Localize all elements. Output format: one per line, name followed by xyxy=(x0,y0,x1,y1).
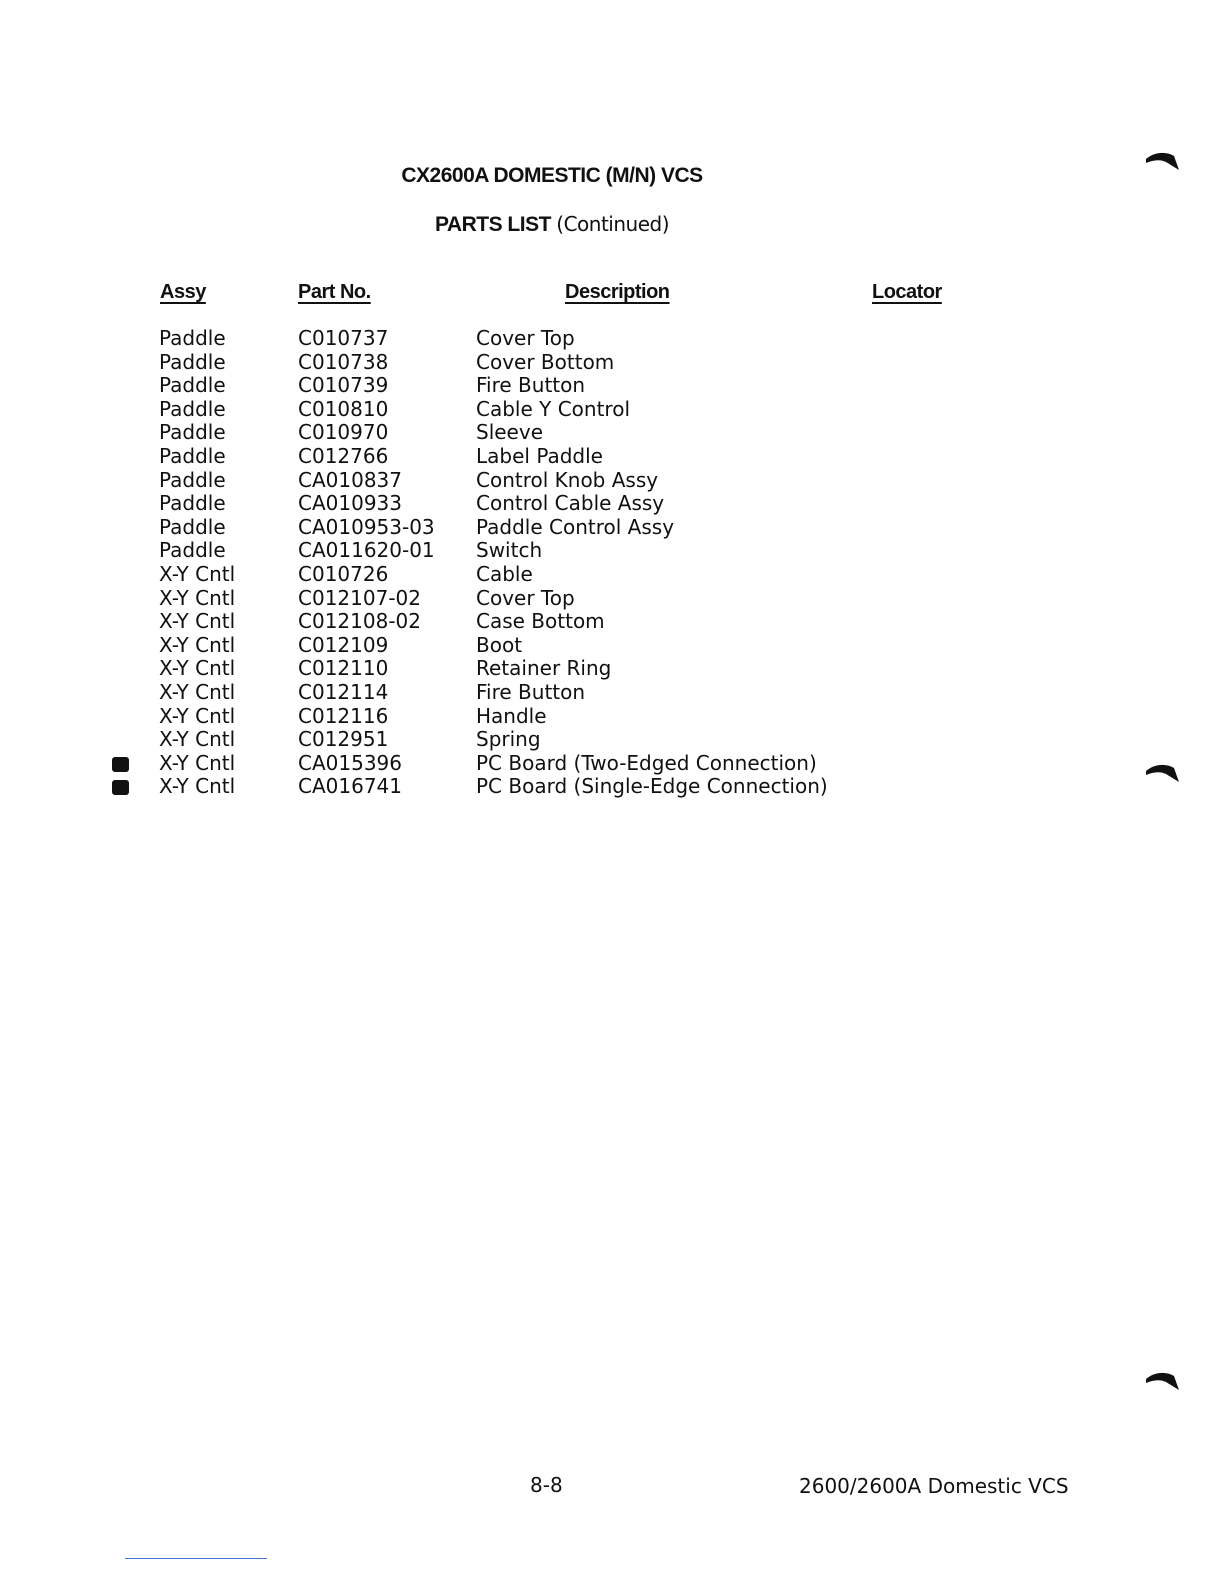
assy-cell: Paddle xyxy=(159,514,226,539)
table-row xyxy=(0,752,1000,776)
description-cell: Cover Top xyxy=(476,585,575,610)
table-row xyxy=(0,610,1000,634)
table-row xyxy=(0,539,1000,563)
description-cell: Spring xyxy=(476,727,541,752)
subtitle-note: (Continued) xyxy=(556,212,670,236)
document-title: 2600/2600A Domestic VCS xyxy=(799,1474,1069,1498)
table-row xyxy=(0,634,1000,658)
assy-cell: Paddle xyxy=(159,443,226,468)
description-cell: PC Board (Single-Edge Connection) xyxy=(476,774,828,799)
part-number-cell: CA016741 xyxy=(298,774,402,799)
table-row xyxy=(0,492,1000,516)
assy-cell: X-Y Cntl xyxy=(159,750,236,775)
description-cell: Fire Button xyxy=(476,679,586,704)
page-number: 8-8 xyxy=(530,1473,563,1497)
assy-cell: X-Y Cntl xyxy=(159,679,236,704)
column-header-locator: Locator xyxy=(872,281,942,303)
table-row xyxy=(0,775,1000,799)
description-cell: Retainer Ring xyxy=(476,656,612,681)
assy-cell: Paddle xyxy=(159,396,226,421)
table-row xyxy=(0,351,1000,375)
description-cell: PC Board (Two-Edged Connection) xyxy=(476,750,817,775)
description-cell: Handle xyxy=(476,703,547,728)
column-header-part-no: Part No. xyxy=(298,281,371,303)
description-cell: Label Paddle xyxy=(476,443,603,468)
part-number-cell: C012110 xyxy=(298,656,389,681)
part-number-cell: C010738 xyxy=(298,349,389,374)
table-row xyxy=(0,728,1000,752)
description-cell: Control Cable Assy xyxy=(476,491,665,516)
assy-cell: Paddle xyxy=(159,420,226,445)
part-number-cell: C012766 xyxy=(298,443,389,468)
table-row xyxy=(0,587,1000,611)
table-row xyxy=(0,657,1000,681)
part-number-cell: C012108-02 xyxy=(298,609,421,634)
description-cell: Switch xyxy=(476,538,543,563)
part-number-cell: C012951 xyxy=(298,727,389,752)
part-number-cell: CA011620-01 xyxy=(298,538,435,563)
subtitle-bold: PARTS LIST xyxy=(434,213,551,236)
part-number-cell: C010970 xyxy=(298,420,389,445)
assy-cell: Paddle xyxy=(159,373,226,398)
description-cell: Boot xyxy=(476,632,523,657)
part-number-cell: C010737 xyxy=(298,326,389,350)
column-header-assy: Assy xyxy=(160,281,206,303)
table-row xyxy=(0,398,1000,422)
assy-cell: Paddle xyxy=(159,326,226,350)
part-number-cell: C010810 xyxy=(298,396,389,421)
description-cell: Cable xyxy=(476,561,533,586)
assy-cell: Paddle xyxy=(159,467,226,492)
table-row xyxy=(0,563,1000,587)
description-cell: Control Knob Assy xyxy=(476,467,659,492)
part-number-cell: CA010933 xyxy=(298,491,402,516)
description-cell: Fire Button xyxy=(476,373,586,398)
binder-tab-mark-icon xyxy=(1144,762,1180,784)
description-cell: Cover Top xyxy=(476,326,575,350)
description-cell: Cover Bottom xyxy=(476,349,615,374)
assy-cell: Paddle xyxy=(159,538,226,563)
assy-cell: X-Y Cntl xyxy=(159,609,236,634)
table-row xyxy=(0,445,1000,469)
assy-cell: X-Y Cntl xyxy=(159,585,236,610)
page-title: CX2600A DOMESTIC (M/N) VCS xyxy=(401,164,703,187)
assy-cell: Paddle xyxy=(159,349,226,374)
page-subtitle xyxy=(0,212,1104,237)
assy-cell: Paddle xyxy=(159,491,226,516)
part-number-cell: CA015396 xyxy=(298,750,402,775)
table-row xyxy=(0,469,1000,493)
description-cell: Paddle Control Assy xyxy=(476,514,675,539)
column-header-description: Description xyxy=(565,281,670,303)
table-row xyxy=(0,516,1000,540)
part-number-cell: CA010953-03 xyxy=(298,514,435,539)
assy-cell: X-Y Cntl xyxy=(159,774,236,799)
description-cell: Cable Y Control xyxy=(476,396,631,421)
part-number-cell: C012109 xyxy=(298,632,389,657)
assy-cell: X-Y Cntl xyxy=(159,656,236,681)
parts-table xyxy=(0,327,1000,799)
part-number-cell: C012114 xyxy=(298,679,389,704)
revision-marker-icon xyxy=(112,757,129,772)
table-row xyxy=(0,421,1000,445)
revision-marker-icon xyxy=(112,780,129,795)
assy-cell: X-Y Cntl xyxy=(159,561,236,586)
part-number-cell: C010739 xyxy=(298,373,389,398)
binder-tab-mark-icon xyxy=(1144,1370,1180,1392)
table-row xyxy=(0,374,1000,398)
table-row xyxy=(0,681,1000,705)
description-cell: Sleeve xyxy=(476,420,544,445)
table-row xyxy=(0,705,1000,729)
description-cell: Case Bottom xyxy=(476,609,605,634)
part-number-cell: C010726 xyxy=(298,561,389,586)
part-number-cell: C012116 xyxy=(298,703,389,728)
table-row xyxy=(0,327,1000,351)
bottom-rule xyxy=(125,1558,267,1559)
part-number-cell: CA010837 xyxy=(298,467,402,492)
assy-cell: X-Y Cntl xyxy=(159,703,236,728)
binder-tab-mark-icon xyxy=(1144,150,1180,172)
assy-cell: X-Y Cntl xyxy=(159,632,236,657)
part-number-cell: C012107-02 xyxy=(298,585,421,610)
assy-cell: X-Y Cntl xyxy=(159,727,236,752)
